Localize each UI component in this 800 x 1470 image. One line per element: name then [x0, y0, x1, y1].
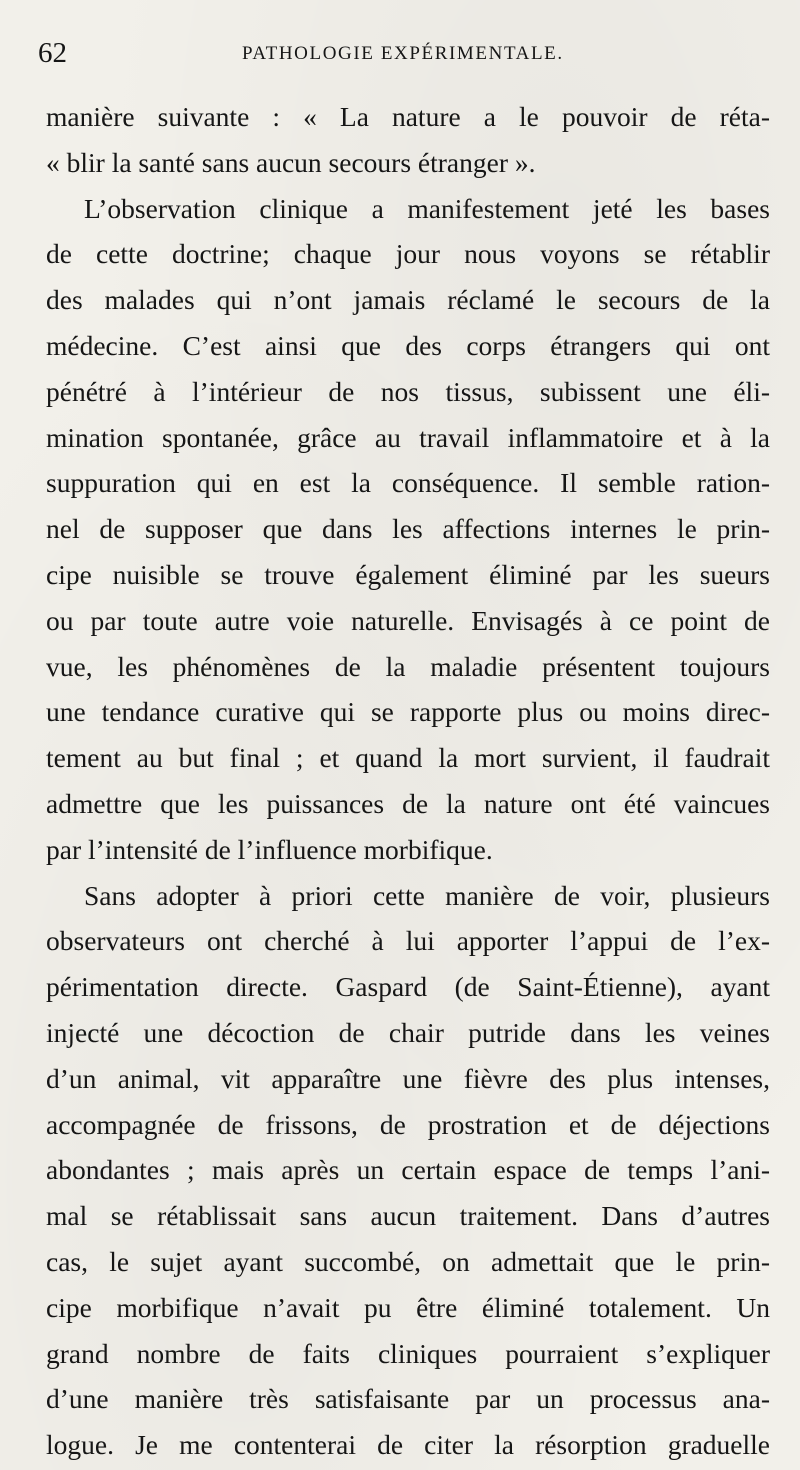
text-line: injecté une décoction de chair putride dans les veines: [46, 1016, 770, 1048]
text-line: des malades qui n’ont jamais réclamé le secours de la: [46, 284, 770, 316]
page-header: [38, 32, 760, 72]
text-line: cipe nuisible se trouve également éliminé par les sueurs: [46, 558, 770, 590]
text-line: de cette doctrine; chaque jour nous voyons se rétablir: [46, 238, 770, 270]
text-line: accompagnée de frissons, de prostration et de déjections: [46, 1108, 770, 1140]
text-line: périmentation directe. Gaspard (de Saint-Étienne), ayant: [46, 971, 770, 1003]
text-line: d’un animal, vit apparaître une fièvre des plus intenses,: [46, 1062, 770, 1094]
text-line: observateurs ont cherché à lui apporter l’appui de l’ex-: [46, 925, 770, 957]
text-line: par l’intensité de l’influence morbifique.: [46, 833, 493, 865]
text-line: d’une manière très satisfaisante par un processus ana-: [46, 1383, 770, 1415]
text-line: logue. Je me contenterai de citer la résorption graduelle: [46, 1429, 770, 1461]
text-line: mination spontanée, grâce au travail inflammatoire et à la: [46, 421, 770, 453]
text-line: « blir la santé sans aucun secours étranger ».: [46, 146, 536, 178]
text-line: Sans adopter à priori cette manière de voir, plusieurs: [84, 879, 770, 911]
text-line: une tendance curative qui se rapporte plus ou moins direc-: [46, 696, 770, 728]
text-line: abondantes ; mais après un certain espace de temps l’ani-: [46, 1154, 770, 1186]
page-number: 62: [38, 37, 67, 69]
text-line: mal se rétablissait sans aucun traitement. Dans d’autres: [46, 1200, 770, 1232]
text-line: cipe morbifique n’avait pu être éliminé totalement. Un: [46, 1291, 770, 1323]
text-line: médecine. C’est ainsi que des corps étrangers qui ont: [46, 329, 770, 361]
text-line: tement au but final ; et quand la mort survient, il faudrait: [46, 742, 770, 774]
text-line: manière suivante : « La nature a le pouvoir de réta-: [46, 101, 770, 132]
text-line: L’observation clinique a manifestement jeté les bases: [84, 192, 770, 224]
text-line: nel de supposer que dans les affections internes le prin-: [46, 513, 770, 545]
text-line: vue, les phénomènes de la maladie présentent toujours: [46, 650, 770, 682]
text-line: grand nombre de faits cliniques pourraient s’expliquer: [46, 1337, 770, 1369]
text-line: admettre que les puissances de la nature ont été vaincues: [46, 787, 770, 819]
running-title: PATHOLOGIE EXPÉRIMENTALE.: [242, 43, 564, 64]
text-line: ou par toute autre voie naturelle. Envisagés à ce point de: [46, 604, 770, 636]
body-text: [46, 94, 770, 1468]
text-line: pénétré à l’intérieur de nos tissus, subissent une éli-: [46, 375, 770, 407]
text-line: cas, le sujet ayant succombé, on admettait que le prin-: [46, 1245, 770, 1277]
text-line: suppuration qui en est la conséquence. Il semble ration-: [46, 467, 770, 499]
